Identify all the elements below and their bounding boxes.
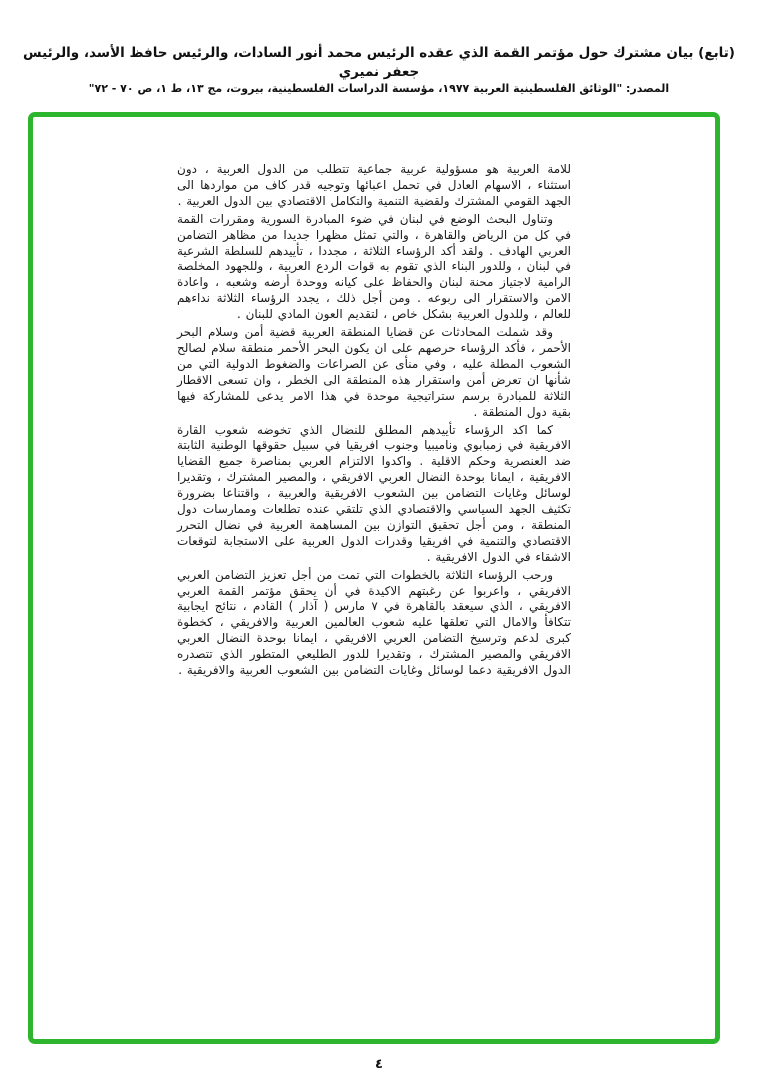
body-paragraph: وتناول البحث الوضع في لبنان في ضوء المبادرة السورية ومقررات القمة في كل من الرياض والقاهرة ، والتي تمثل مظهرا جديدا من مظاهر التضامن العربي الهادف . ولقد أكد الرؤساء الثلاثة ، مجددا ، تأييدهم للسلطة الشرعية في لبنان ، وللدور البناء الذي تقوم به قوات الردع العربية ، وللجهود المخلصة الرامية لاجتياز محنة لبنان والحفاظ على كيانه ووحدة أرضه وشعبه ، واعادة الامن والاستقرار الى ربوعه . ومن أجل ذلك ، يجدد الرؤساء الثلاثة نداءهم للعالم ، وللدول العربية بشكل خاص ، لتقديم العون المادي للبنان . (177, 211, 571, 322)
page-number: ٤ (375, 1057, 383, 1072)
document-title: (تابع) بيان مشترك حول مؤتمر القمة الذي عقده الرئيس محمد أنور السادات، والرئيس حافظ الأسد، والرئيس جعفر نميري (23, 45, 735, 80)
body-paragraph: للامة العربية هو مسؤولية عربية جماعية تتطلب من الدول العربية ، دون استثناء ، الاسهام العادل في تحمل اعبائها وتوجيه قدر كاف من مواردها الى الجهد القومي المشترك ولقضية التنمية والتكامل الاقتصادي بين الدول العربية . (177, 162, 571, 208)
body-paragraph: كما اكد الرؤساء تأييدهم المطلق للنضال الذي تخوضه شعوب القارة الافريقية في زمبابوي وناميبيا وجنوب افريقيا في سبيل حقوقها الوطنية الثابتة ضد العنصرية وحكم الاقلية . واكدوا الالتزام العربي بمناصرة جميع القضايا الافريقية ، ايمانا بوحدة النضال العربي الافريقي ، والمصير المشترك ، وتقديرا لوسائل وغايات التضامن بين الشعوب الافريقية والعربية ، واقتناعا بضرورة تكثيف الجهد السياسي والاقتصادي الذي تلتقي عنده تطلعات وممارسات دول المنطقة ، ومن أجل تحقيق التوازن بين المساهمة العربية في نضال التحرر الاقتصادي والتنمية في افريقيا وقدرات الدول العربية على الاستجابة لتوقعات الاشقاء في الدول الافريقية . (177, 422, 571, 564)
body-text-column (177, 162, 571, 681)
document-source-line: المصدر: "الوثائق الفلسطينية العربية ١٩٧٧، مؤسسة الدراسات الفلسطينية، بيروت، مج ١٣، ط ١، ص ٧٠ - ٧٢" (88, 82, 670, 95)
body-paragraph: ورحب الرؤساء الثلاثة بالخطوات التي تمت من أجل تعزيز التضامن العربي الافريقي ، واعربوا عن رغبتهم الاكيدة في أن يحقق مؤتمر القمة العربي الافريقي ، الذي سيعقد بالقاهرة في ٧ مارس ( آذار ) القادم ، نتائج ايجابية تتكافأ والامال التي تعلقها عليه شعوب العالمين العربية والافريقي ، كخطوة كبرى لدعم وترسيخ التضامن العربي الافريقي ، ايمانا بوحدة النضال العربي الافريقي والمصير المشترك ، وتقديرا للدور الطليعي المتطور الذي تتصدره الدول الافريقية دعما لوسائل وغايات التضامن بين الشعوب العربية والافريقية . (177, 567, 572, 678)
body-paragraph: وقد شملت المحادثات عن قضايا المنطقة العربية قضية أمن وسلام البحر الأحمر ، فأكد الرؤساء حرصهم على ان يكون البحر الأحمر منطقة سلام لصالح الشعوب المطلة عليه ، وفي منأى عن الصراعات والضغوط الدولية التي من شأنها ان تعرض أمن واستقرار هذه المنطقة الى الخطر ، وان تسعى الاقطار الثلاثة للمبادرة برسم ستراتيجية موحدة في هذا الامر يدعى للمشاركة فيها بقية دول المنطقة . (177, 325, 571, 419)
document-frame (28, 112, 720, 1044)
